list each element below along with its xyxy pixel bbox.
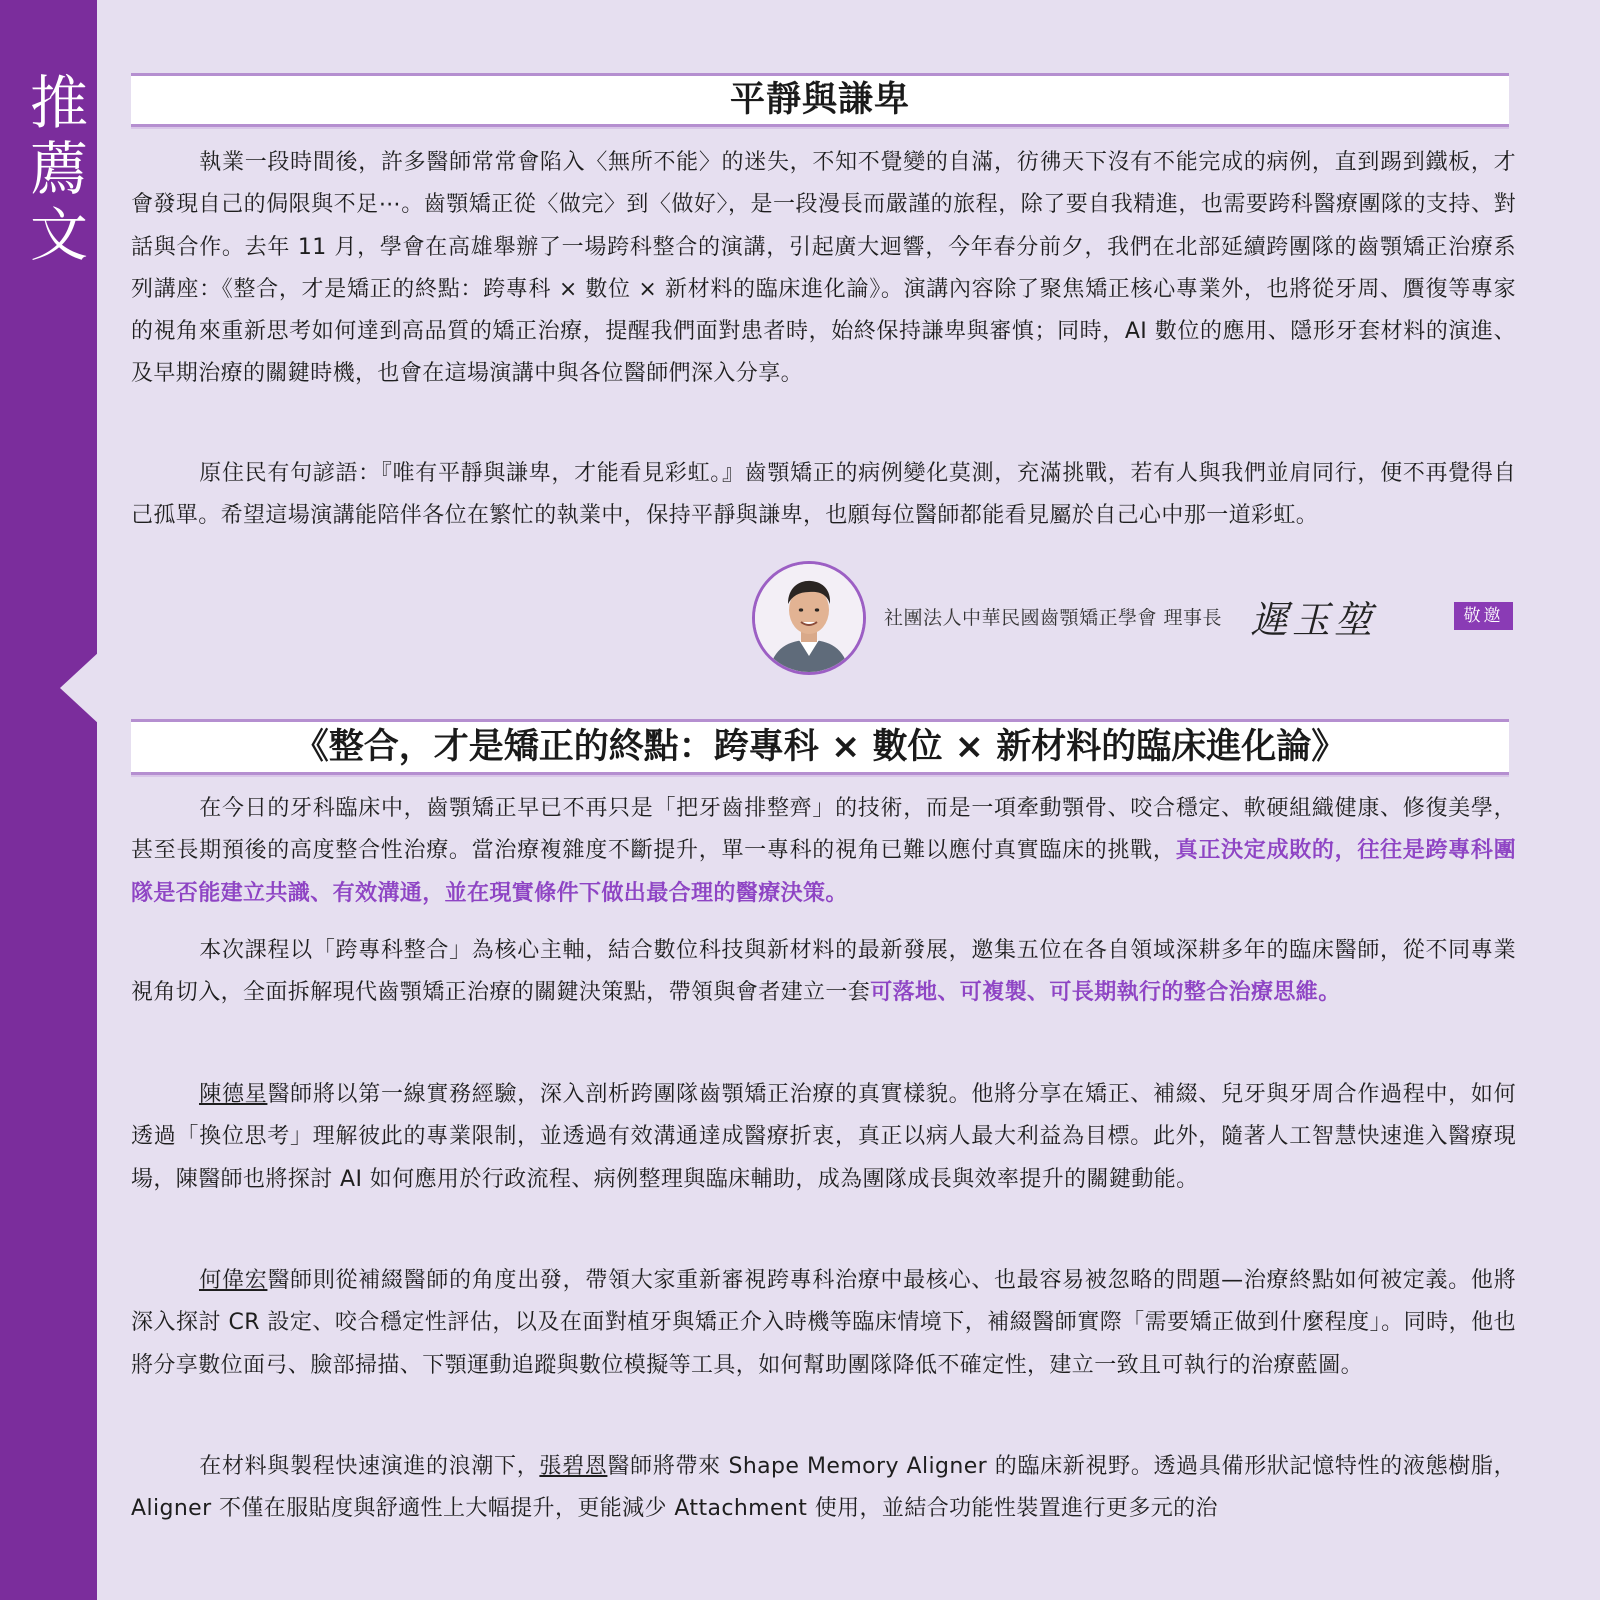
section2-paragraph-5 <box>131 1446 1516 1531</box>
invite-badge: 敬邀 <box>1454 602 1513 630</box>
section1-paragraph-1 <box>131 142 1516 396</box>
side-tab-label <box>24 70 94 268</box>
handwritten-signature: 遲玉堃 <box>1250 597 1377 642</box>
paragraph-text: 在材料與製程快速演進的浪潮下， <box>199 1454 540 1479</box>
signer-title: 社團法人中華民國齒顎矯正學會 理事長 <box>884 606 1223 629</box>
section2-paragraph-3 <box>131 1074 1516 1201</box>
doctor-name: 張碧恩 <box>539 1454 608 1479</box>
section2-paragraph-2 <box>131 930 1516 1015</box>
highlighted-text: 真正決定成敗的，往往是跨專科團隊是否能建立共識、有效溝通，並在現實條件下做出最合理的醫療決策。 <box>131 838 1516 906</box>
signature-block <box>884 588 1376 644</box>
section-title: 平靜與謙卑 <box>131 73 1509 127</box>
highlighted-text: 可落地、可複製、可長期執行的整合治療思維。 <box>870 980 1341 1006</box>
section1-paragraph-2 <box>131 453 1516 538</box>
section2-paragraph-1 <box>131 788 1516 915</box>
paragraph-text: 執業一段時間後，許多醫師常常會陷入〈無所不能〉的迷失，不知不覺變的自滿，彷彿天下沒有不能完成的病例，直到踢到鐵板，才會發現自己的侷限與不足⋯。齒顎矯正從〈做完〉到〈做好〉，是一段漫長而嚴謹的旅程，除了要自我精進，也需要跨科醫療團隊的支持、對話與合作。去年 11 月，學會在高雄舉辦了一場跨科整合的演講，引起廣大迴響，今年春分前夕，我們在北部延續跨團隊的齒顎矯正治療系列講座：《整合，才是矯正的終點：跨專科 × 數位 × 新材料的臨床進化論》。演講內容除了聚焦矯正核心專業外，也將從牙周、贋復等專家的視角來重新思考如何達到高品質的矯正治療，提醒我們面對患者時，始終保持謙卑與審慎；同時，AI 數位的應用、隱形牙套材料的演進、及早期治療的關鍵時機，也會在這場演講中與各位醫師們深入分享。 <box>131 150 1516 387</box>
section-title: 《整合，才是矯正的終點：跨專科 × 數位 × 新材料的臨床進化論》 <box>131 719 1509 775</box>
paragraph-text: 醫師則從補綴醫師的角度出發，帶領大家重新審視跨專科治療中最核心、也最容易被忽略的問題—治療終點如何被定義。他將深入探討 CR 設定、咬合穩定性評估，以及在面對植牙與矯正介入時機等臨床情境下，補綴醫師實際「需要矯正做到什麼程度」。同時，他也將分享數位面弓、臉部掃描、下顎運動追蹤與數位模擬等工具，如何幫助團隊降低不確定性，建立一致且可執行的治療藍圖。 <box>131 1268 1516 1378</box>
doctor-name: 何偉宏 <box>199 1268 268 1293</box>
side-tab-char: 薦 <box>29 135 88 203</box>
portrait-icon <box>755 564 863 672</box>
section2-paragraph-4 <box>131 1260 1516 1387</box>
side-tab-char: 文 <box>29 201 88 269</box>
paragraph-text: 醫師將以第一線實務經驗，深入剖析跨團隊齒顎矯正治療的真實樣貌。他將分享在矯正、補綴、兒牙與牙周合作過程中，如何透過「換位思考」理解彼此的專業限制，並透過有效溝通達成醫療折衷，真正以病人最大利益為目標。此外，隨著人工智慧快速進入醫療現場，陳醫師也將探討 AI 如何應用於行政流程、病例整理與臨床輔助，成為團隊成長與效率提升的關鍵動能。 <box>131 1082 1516 1192</box>
paragraph-text: 醫師將帶來 Shape Memory Aligner 的臨床新視野。透過具備形狀記憶特性的液態樹脂，Aligner 不僅在服貼度與舒適性上大幅提升，更能減少 Attachment 使用，並結合功能性裝置進行更多元的治 <box>131 1454 1516 1522</box>
doctor-name: 陳德星 <box>199 1082 268 1107</box>
paragraph-text: 原住民有句諺語：『唯有平靜與謙卑，才能看見彩虹。』齒顎矯正的病例變化莫測，充滿挑戰，若有人與我們並肩同行，便不再覺得自己孤單。希望這場演講能陪伴各位在繁忙的執業中，保持平靜與謙卑，也願每位醫師都能看見屬於自己心中那一道彩虹。 <box>131 461 1516 529</box>
paragraph-text: 在今日的牙科臨床中，齒顎矯正早已不再只是「把牙齒排整齊」的技術，而是一項牽動顎骨、咬合穩定、軟硬組織健康、修復美學，甚至長期預後的高度整合性治療。當治療複雜度不斷提升，單一專科的視角已難以應付真實臨床的挑戰， <box>131 796 1516 864</box>
side-tab-char: 推 <box>29 69 88 137</box>
paragraph-text: 本次課程以「跨專科整合」為核心主軸，結合數位科技與新材料的最新發展，邀集五位在各自領域深耕多年的臨床醫師，從不同專業視角切入，全面拆解現代齒顎矯正治療的關鍵決策點，帶領與會者建立一套 <box>131 938 1516 1006</box>
portrait-photo <box>752 561 866 675</box>
